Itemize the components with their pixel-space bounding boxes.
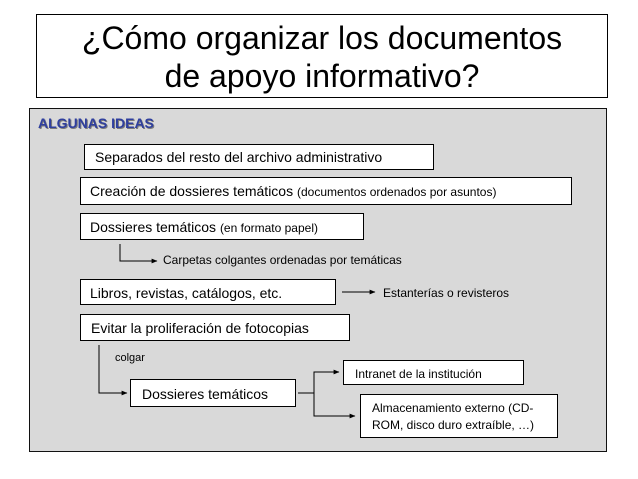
arrow-to-almacenamiento: [314, 393, 355, 416]
creacion-detail: (documentos ordenados por asuntos): [297, 185, 497, 199]
arrow-to-dossieres-digital: [99, 345, 127, 393]
estanterias-text: Estanterías o revisteros: [383, 286, 510, 300]
title-line-2: de apoyo informativo?: [164, 58, 480, 94]
dossieres-papel-label: Dossieres temáticos: [90, 219, 217, 235]
libros-label: Libros, revistas, catálogos, etc.: [90, 285, 283, 301]
intranet-label: Intranet de la institución: [355, 367, 482, 381]
arrow-to-carpetas: [120, 244, 157, 261]
almacenamiento-line-2: ROM, disco duro extraíble, …): [372, 418, 535, 432]
colgar-text: colgar: [115, 352, 145, 364]
separados-label: Separados del resto del archivo administrativo: [95, 149, 383, 165]
section-heading: ALGUNAS IDEAS: [38, 115, 154, 131]
title-line-1: ¿Cómo organizar los documentos: [81, 20, 563, 56]
arrow-to-intranet: [298, 372, 339, 393]
creacion-label: Creación de dossieres temáticos: [90, 183, 294, 199]
dossieres-digital-label: Dossieres temáticos: [142, 386, 269, 402]
carpetas-text: Carpetas colgantes ordenadas por temáticas: [163, 253, 402, 267]
dossieres-papel-detail: (en formato papel): [219, 221, 318, 235]
almacenamiento-line-1: Almacenamiento externo (CD-: [372, 401, 534, 415]
evitar-label: Evitar la proliferación de fotocopias: [91, 320, 309, 336]
